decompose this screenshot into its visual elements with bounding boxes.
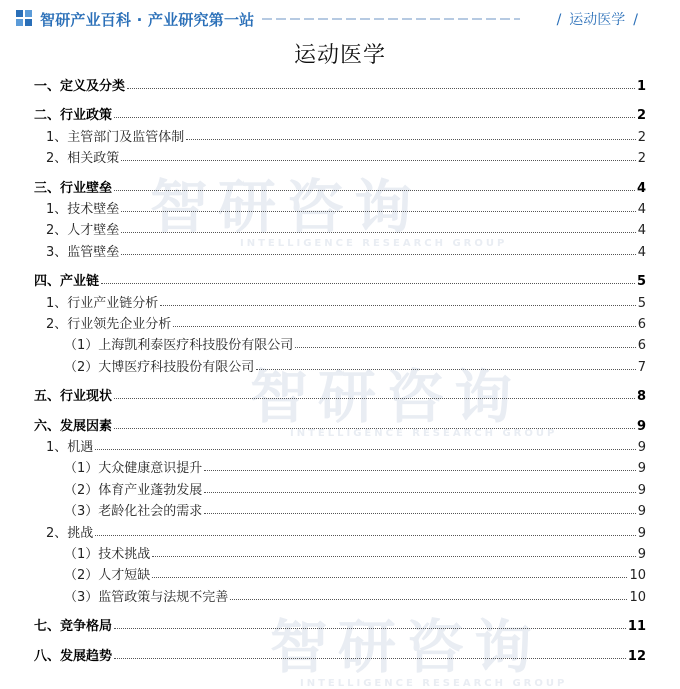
toc-leader-dots: [295, 337, 635, 348]
toc-leader-dots: [204, 503, 635, 514]
toc-entry-label: （2）大博医疗科技股份有限公司: [64, 359, 255, 375]
toc-entry-label: （1）上海凯利泰医疗科技股份有限公司: [64, 338, 294, 354]
breadcrumb-separator-icon: /: [556, 12, 562, 28]
toc-entry[interactable]: [34, 618, 646, 636]
toc-entry-page: 9: [637, 547, 646, 562]
toc-leader-dots: [152, 567, 627, 578]
toc-entry[interactable]: [34, 460, 646, 478]
toc-entry[interactable]: [34, 295, 646, 313]
toc-entry-page: 4: [636, 180, 646, 196]
toc-entry[interactable]: [34, 589, 646, 607]
toc-leader-dots: [204, 460, 635, 471]
toc-entry-label: （1）技术挑战: [64, 547, 151, 562]
toc-entry-page: 11: [627, 619, 646, 635]
toc-leader-dots: [114, 107, 635, 118]
toc-leader-dots: [121, 201, 635, 212]
watermark-text: 智研咨询: [270, 613, 543, 681]
toc-entry-page: 2: [637, 151, 646, 167]
toc-entry-page: 2: [636, 108, 646, 124]
toc-leader-dots: [173, 316, 635, 327]
toc-entry-label: 1、技术壁垒: [46, 202, 120, 217]
toc-leader-dots: [204, 482, 635, 493]
toc-entry[interactable]: [34, 222, 646, 240]
toc-entry-page: 8: [636, 389, 646, 405]
toc-leader-dots: [114, 180, 635, 191]
toc-entry[interactable]: [34, 503, 646, 521]
toc-entry-page: 5: [637, 295, 646, 311]
toc-entry[interactable]: [34, 316, 646, 334]
toc-leader-dots: [186, 129, 635, 140]
toc-leader-dots: [127, 78, 635, 89]
toc-entry-page: 4: [637, 202, 646, 217]
page-title: 运动医学: [293, 43, 386, 68]
toc-entry[interactable]: [34, 201, 646, 219]
toc-entry-page: 7: [637, 359, 646, 375]
toc-entry-label: （1）大众健康意识提升: [64, 461, 203, 477]
toc-leader-dots: [160, 295, 635, 306]
toc-entry-label: （3）老龄化社会的需求: [64, 504, 203, 520]
toc-leader-dots: [256, 359, 635, 370]
toc-entry-label: 二、行业政策: [34, 108, 113, 124]
watermark-text: 智研咨询: [150, 173, 423, 241]
watermark-bottom: [270, 600, 567, 689]
toc-entry[interactable]: [34, 567, 646, 585]
toc-entry-page: 9: [637, 525, 646, 541]
watermark-subtext: INTELLIGENCE RESEARCH GROUP: [300, 678, 568, 689]
toc-entry-label: 1、主管部门及监管体制: [46, 129, 185, 145]
toc-entry-label: 1、行业产业链分析: [46, 295, 159, 311]
toc-entry[interactable]: [34, 78, 646, 96]
toc-entry-page: 10: [629, 589, 646, 605]
toc-entry-label: （2）体育产业蓬勃发展: [64, 482, 203, 498]
toc-entry[interactable]: [34, 546, 646, 564]
watermark-subtext: INTELLIGENCE RESEARCH GROUP: [290, 428, 558, 439]
toc-entry[interactable]: [34, 418, 646, 436]
toc-leader-dots: [230, 589, 627, 600]
site-header: [0, 0, 680, 38]
toc-entry-label: 七、竞争格局: [34, 619, 113, 635]
toc-leader-dots: [121, 222, 635, 233]
toc-leader-dots: [114, 388, 635, 399]
toc-entry-label: （2）人才短缺: [64, 568, 151, 584]
toc-leader-dots: [114, 648, 626, 659]
toc-entry-label: （3）监管政策与法规不完善: [64, 589, 229, 605]
toc-entry-label: 1、机遇: [46, 440, 94, 455]
toc-entry[interactable]: [34, 129, 646, 147]
watermark-text: 智研咨询: [250, 363, 523, 431]
toc-entry-page: 10: [629, 568, 646, 584]
toc-entry-label: 2、挑战: [46, 525, 94, 541]
toc-entry-page: 6: [637, 317, 646, 332]
toc-entry-page: 9: [637, 461, 646, 477]
toc-entry-page: 1: [636, 79, 646, 94]
toc-entry-page: 12: [627, 648, 646, 664]
toc-leader-dots: [121, 244, 635, 255]
toc-entry-page: 6: [637, 338, 646, 354]
toc-leader-dots: [101, 273, 635, 284]
site-name-link[interactable]: 智研产业百科 · 产业研究第一站: [40, 11, 255, 29]
site-logo-icon[interactable]: [16, 10, 32, 26]
toc-entry[interactable]: [34, 337, 646, 355]
toc-leader-dots: [114, 618, 626, 629]
toc-entry-label: 六、发展因素: [34, 418, 113, 434]
toc-leader-dots: [95, 439, 635, 450]
toc-entry[interactable]: [34, 244, 646, 262]
toc-entry-page: 5: [636, 274, 646, 290]
toc-entry-label: 八、发展趋势: [34, 648, 113, 664]
toc-entry-label: 3、监管壁垒: [46, 244, 120, 260]
toc-entry-page: 4: [637, 223, 646, 239]
toc-entry[interactable]: [34, 482, 646, 500]
breadcrumb-current[interactable]: 运动医学: [569, 12, 626, 28]
toc-entry-page: 9: [637, 504, 646, 520]
toc-entry-page: 2: [637, 129, 646, 145]
toc-leader-dots: [121, 150, 635, 161]
toc-entry-label: 三、行业壁垒: [34, 180, 113, 196]
toc-entry-page: 4: [637, 244, 646, 260]
watermark-subtext: INTELLIGENCE RESEARCH GROUP: [240, 238, 508, 249]
toc-entry[interactable]: [34, 180, 646, 198]
header-divider: [262, 18, 520, 20]
toc-leader-dots: [95, 525, 635, 536]
toc-entry-label: 一、定义及分类: [34, 79, 126, 94]
toc-entry-page: 9: [637, 440, 646, 455]
breadcrumb-separator-icon: /: [633, 12, 638, 28]
toc-entry-page: 9: [637, 482, 646, 498]
toc-entry[interactable]: [34, 273, 646, 291]
toc-entry[interactable]: [34, 359, 646, 377]
toc-leader-dots: [114, 418, 635, 429]
breadcrumb: [549, 9, 646, 29]
toc-leader-dots: [152, 546, 635, 557]
toc-entry[interactable]: [34, 388, 646, 406]
toc-entry-label: 2、人才壁垒: [46, 223, 120, 239]
toc-entry[interactable]: [34, 525, 646, 543]
toc-entry[interactable]: [34, 150, 646, 168]
toc-entry-label: 四、产业链: [34, 274, 100, 290]
toc-entry[interactable]: [34, 648, 646, 666]
toc-entry-label: 2、行业领先企业分析: [46, 317, 172, 332]
toc-entry[interactable]: [34, 107, 646, 125]
toc-entry-label: 五、行业现状: [34, 389, 113, 405]
toc-entry-page: 9: [636, 418, 646, 434]
toc-entry[interactable]: [34, 439, 646, 457]
toc-entry-label: 2、相关政策: [46, 151, 120, 167]
